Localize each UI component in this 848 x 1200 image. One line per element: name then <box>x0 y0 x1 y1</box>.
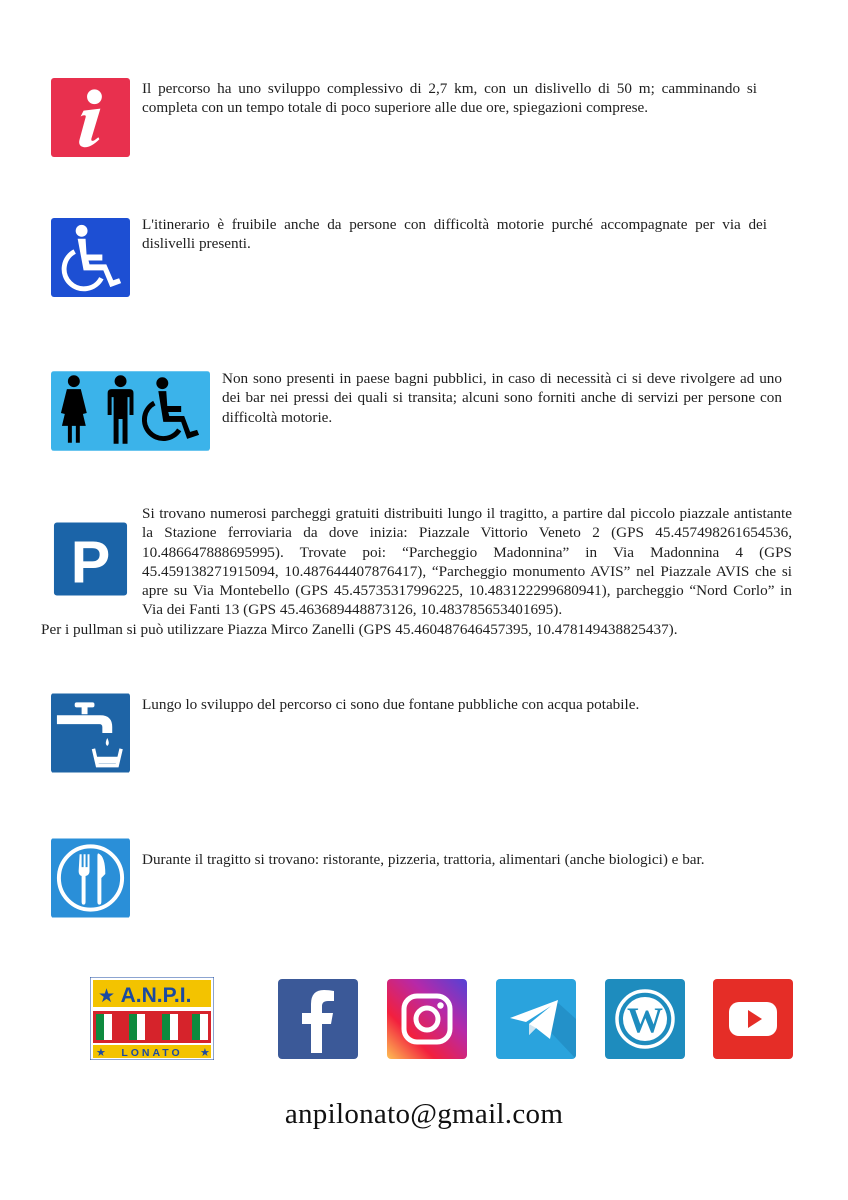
telegram-icon[interactable] <box>496 979 576 1059</box>
parking-text: Si trovano numerosi parcheggi gratuiti distribuiti lungo il tragitto, a partire dal piccolo piazzale antistante la Stazione ferroviaria da dove inizia: Piazzale Vittorio Veneto 2 (GPS 45.457498261654536, 10.486647888695995). Trovate poi: “Parcheggio Madonnina” in Via Madonnina 4 (GPS 45.459138271915094, 10.487644407876417), “Parcheggio monumento AVIS” nel Piazzale AVIS che si apre su Via Montebello (GPS 45.45735317996225, 10.483122299680941), parcheggio “Nord Corlo” in Via dei Fanti 13 (GPS 45.463689448873126, 10.483785653401695). <box>142 505 792 619</box>
food-text: Durante il tragitto si trovano: ristorante, pizzeria, trattoria, alimentari (anche biologici) e bar. <box>142 851 705 868</box>
wordpress-icon[interactable] <box>605 979 685 1059</box>
svg-text:★: ★ <box>200 1047 210 1059</box>
toilets-text: Non sono presenti in paese bagni pubblici, in caso di necessità ci si deve rivolgere ad uno dei bar nei pressi dei quali si transita; alcuni sono forniti anche di servizi per persone con difficoltà motorie. <box>222 370 782 426</box>
anpi-logo <box>90 977 214 1060</box>
toilets-icon <box>51 371 210 451</box>
wheelchair-icon <box>51 218 130 297</box>
water-text: Lungo lo sviluppo del percorso ci sono due fontane pubbliche con acqua potabile. <box>142 696 640 713</box>
svg-text:★: ★ <box>98 986 116 1007</box>
youtube-icon[interactable] <box>713 979 793 1059</box>
facebook-icon[interactable] <box>278 979 358 1059</box>
cutlery-icon <box>51 838 130 918</box>
parking-letter: P <box>70 528 111 596</box>
contact-email[interactable]: anpilonato@gmail.com <box>284 1098 564 1130</box>
logo-subtitle: LONATO <box>121 1047 183 1059</box>
info-text: Il percorso ha uno sviluppo complessivo di 2,7 km, con un dislivello di 50 m; camminando si completa con un tempo totale di poco superiore alle due ore, spiegazioni comprese. <box>142 80 757 117</box>
parking-bus-text: Per i pullman si può utilizzare Piazza Mirco Zanelli (GPS 45.460487646457395, 10.478149438825437). <box>41 621 678 638</box>
info-icon <box>51 78 130 157</box>
svg-text:★: ★ <box>96 1047 106 1059</box>
accessibility-text: L'itinerario è fruibile anche da persone con difficoltà motorie purché accompagnate per via dei dislivelli presenti. <box>142 216 767 253</box>
parking-icon <box>51 519 130 599</box>
svg-text:W: W <box>627 1000 663 1040</box>
instagram-icon[interactable] <box>387 979 467 1059</box>
logo-title: A.N.P.I. <box>120 984 192 1007</box>
water-tap-icon <box>51 693 130 773</box>
